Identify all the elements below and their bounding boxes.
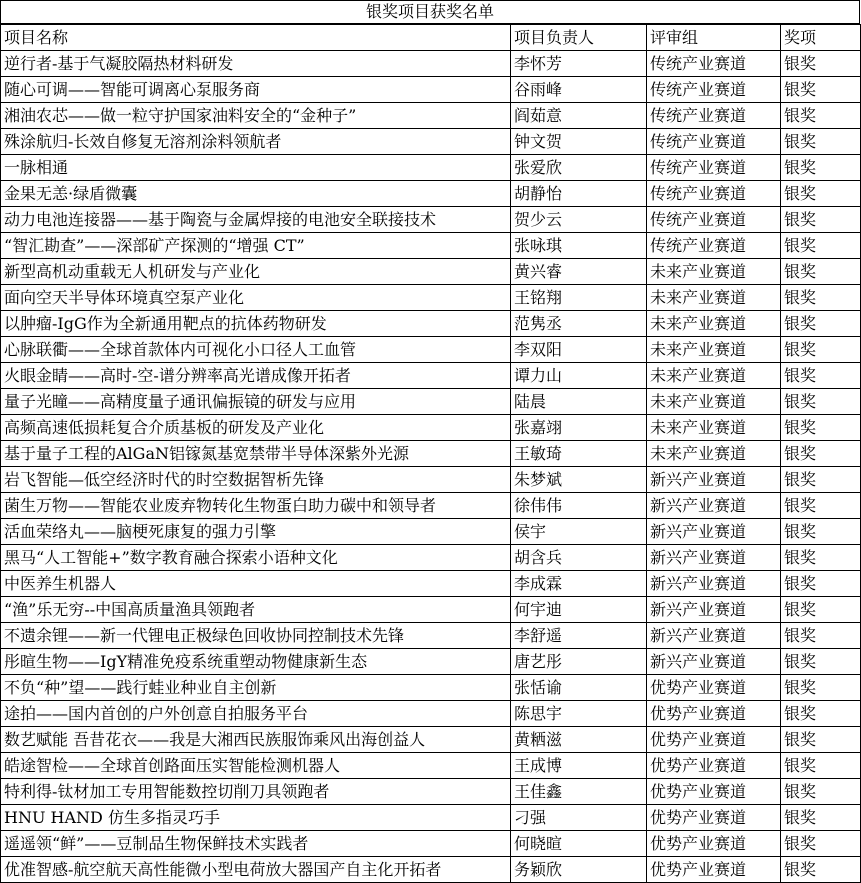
project-name-cell: 活血荣络丸——脑梗死康复的强力引擎: [1, 519, 511, 545]
award-cell: 银奖: [781, 285, 861, 311]
award-cell: 银奖: [781, 233, 861, 259]
header-award: 奖项: [781, 25, 861, 51]
project-leader-cell: 徐伟伟: [511, 493, 647, 519]
table-body: [1, 51, 861, 883]
project-name-cell: 心脉联衢——全球首款体内可视化小口径人工血管: [1, 337, 511, 363]
table-row: [1, 207, 861, 233]
award-cell: 银奖: [781, 415, 861, 441]
header-project-leader: 项目负责人: [511, 25, 647, 51]
review-group-cell: 传统产业赛道: [647, 129, 781, 155]
award-cell: 银奖: [781, 675, 861, 701]
review-group-cell: 未来产业赛道: [647, 441, 781, 467]
award-cell: 银奖: [781, 519, 861, 545]
award-cell: 银奖: [781, 545, 861, 571]
award-cell: 银奖: [781, 623, 861, 649]
review-group-cell: 优势产业赛道: [647, 779, 781, 805]
project-name-cell: 逆行者-基于气凝胶隔热材料研发: [1, 51, 511, 77]
project-leader-cell: 胡含兵: [511, 545, 647, 571]
award-cell: 银奖: [781, 389, 861, 415]
project-name-cell: 菌生万物——智能农业废弃物转化生物蛋白助力碳中和领导者: [1, 493, 511, 519]
award-cell: 银奖: [781, 51, 861, 77]
table-row: [1, 675, 861, 701]
table-row: [1, 649, 861, 675]
table-row: [1, 805, 861, 831]
table-row: [1, 545, 861, 571]
award-cell: 银奖: [781, 779, 861, 805]
table-row: [1, 103, 861, 129]
project-name-cell: 湘油农芯——做一粒守护国家油料安全的“金种子”: [1, 103, 511, 129]
project-leader-cell: 胡静怡: [511, 181, 647, 207]
review-group-cell: 优势产业赛道: [647, 675, 781, 701]
project-name-cell: 动力电池连接器——基于陶瓷与金属焊接的电池安全联接技术: [1, 207, 511, 233]
header-project-name: 项目名称: [1, 25, 511, 51]
award-cell: 银奖: [781, 649, 861, 675]
award-cell: 银奖: [781, 571, 861, 597]
review-group-cell: 优势产业赛道: [647, 831, 781, 857]
project-leader-cell: 王成博: [511, 753, 647, 779]
project-leader-cell: 陈思宇: [511, 701, 647, 727]
review-group-cell: 优势产业赛道: [647, 701, 781, 727]
project-name-cell: 新型高机动重载无人机研发与产业化: [1, 259, 511, 285]
project-name-cell: 以肿瘤-IgG作为全新通用靶点的抗体药物研发: [1, 311, 511, 337]
review-group-cell: 优势产业赛道: [647, 727, 781, 753]
project-leader-cell: 王敏琦: [511, 441, 647, 467]
project-name-cell: 火眼金睛——高时-空-谱分辨率高光谱成像开拓者: [1, 363, 511, 389]
project-name-cell: 面向空天半导体环境真空泵产业化: [1, 285, 511, 311]
project-name-cell: 岩飞智能—低空经济时代的时空数据智析先锋: [1, 467, 511, 493]
project-name-cell: 特利得-钛材加工专用智能数控切削刀具领跑者: [1, 779, 511, 805]
table-row: [1, 233, 861, 259]
review-group-cell: 传统产业赛道: [647, 207, 781, 233]
review-group-cell: 优势产业赛道: [647, 857, 781, 883]
project-name-cell: 高频高速低损耗复合介质基板的研发及产业化: [1, 415, 511, 441]
project-leader-cell: 李双阳: [511, 337, 647, 363]
review-group-cell: 优势产业赛道: [647, 805, 781, 831]
table-row: [1, 519, 861, 545]
award-cell: 银奖: [781, 129, 861, 155]
review-group-cell: 新兴产业赛道: [647, 467, 781, 493]
project-name-cell: 彤暄生物——IgY精准免疫系统重塑动物健康新生态: [1, 649, 511, 675]
table-row: [1, 857, 861, 883]
award-cell: 银奖: [781, 727, 861, 753]
project-leader-cell: 王铭翔: [511, 285, 647, 311]
project-leader-cell: 范隽丞: [511, 311, 647, 337]
project-name-cell: 不遗余锂——新一代锂电正极绿色回收协同控制技术先锋: [1, 623, 511, 649]
award-cell: 银奖: [781, 597, 861, 623]
project-name-cell: 遥遥领“鲜”——豆制品生物保鲜技术实践者: [1, 831, 511, 857]
review-group-cell: 未来产业赛道: [647, 389, 781, 415]
award-cell: 银奖: [781, 493, 861, 519]
project-leader-cell: 李怀芳: [511, 51, 647, 77]
project-name-cell: “智汇勘查”——深部矿产探测的“增强 CT”: [1, 233, 511, 259]
table-row: [1, 701, 861, 727]
project-leader-cell: 陆晨: [511, 389, 647, 415]
project-name-cell: 途拍——国内首创的户外创意自拍服务平台: [1, 701, 511, 727]
project-leader-cell: 王佳鑫: [511, 779, 647, 805]
project-name-cell: 随心可调——智能可调离心泵服务商: [1, 77, 511, 103]
award-cell: 银奖: [781, 337, 861, 363]
table-row: [1, 779, 861, 805]
review-group-cell: 传统产业赛道: [647, 233, 781, 259]
table-row: [1, 155, 861, 181]
award-cell: 银奖: [781, 753, 861, 779]
project-name-cell: 一脉相通: [1, 155, 511, 181]
project-name-cell: HNU HAND 仿生多指灵巧手: [1, 805, 511, 831]
award-table: [0, 24, 861, 883]
project-leader-cell: 黄兴睿: [511, 259, 647, 285]
award-cell: 银奖: [781, 363, 861, 389]
table-row: [1, 493, 861, 519]
table-row: [1, 831, 861, 857]
table-row: [1, 727, 861, 753]
table-row: [1, 571, 861, 597]
award-cell: 银奖: [781, 311, 861, 337]
review-group-cell: 新兴产业赛道: [647, 519, 781, 545]
table-row: [1, 259, 861, 285]
project-leader-cell: 张嘉翊: [511, 415, 647, 441]
award-cell: 银奖: [781, 831, 861, 857]
table-row: [1, 441, 861, 467]
project-name-cell: 殊涂航归-长效自修复无溶剂涂料领航者: [1, 129, 511, 155]
project-name-cell: 黑马“人工智能+”数字教育融合探索小语种文化: [1, 545, 511, 571]
project-name-cell: 基于量子工程的AlGaN铝镓氮基宽禁带半导体深紫外光源: [1, 441, 511, 467]
award-cell: 银奖: [781, 77, 861, 103]
sheet-title: 银奖项目获奖名单: [0, 0, 860, 24]
project-leader-cell: 何宇迪: [511, 597, 647, 623]
review-group-cell: 未来产业赛道: [647, 259, 781, 285]
review-group-cell: 传统产业赛道: [647, 51, 781, 77]
review-group-cell: 新兴产业赛道: [647, 623, 781, 649]
award-cell: 银奖: [781, 805, 861, 831]
review-group-cell: 传统产业赛道: [647, 103, 781, 129]
review-group-cell: 新兴产业赛道: [647, 493, 781, 519]
project-leader-cell: 李舒遥: [511, 623, 647, 649]
project-leader-cell: 钟文贺: [511, 129, 647, 155]
table-row: [1, 597, 861, 623]
project-leader-cell: 朱梦斌: [511, 467, 647, 493]
header-row: [1, 25, 861, 51]
table-row: [1, 51, 861, 77]
project-name-cell: “渔”乐无穷--中国高质量渔具领跑者: [1, 597, 511, 623]
project-leader-cell: 黄粞滋: [511, 727, 647, 753]
review-group-cell: 未来产业赛道: [647, 363, 781, 389]
table-row: [1, 285, 861, 311]
award-cell: 银奖: [781, 181, 861, 207]
table-row: [1, 337, 861, 363]
award-cell: 银奖: [781, 207, 861, 233]
review-group-cell: 新兴产业赛道: [647, 649, 781, 675]
project-leader-cell: 张爱欣: [511, 155, 647, 181]
table-row: [1, 415, 861, 441]
award-cell: 银奖: [781, 701, 861, 727]
table-row: [1, 389, 861, 415]
project-leader-cell: 谭力山: [511, 363, 647, 389]
project-name-cell: 不负“种”望——践行蛙业种业自主创新: [1, 675, 511, 701]
project-name-cell: 皓途智检——全球首创路面压实智能检测机器人: [1, 753, 511, 779]
project-name-cell: 金果无恙·绿盾微囊: [1, 181, 511, 207]
project-leader-cell: 张恬谕: [511, 675, 647, 701]
review-group-cell: 传统产业赛道: [647, 155, 781, 181]
project-leader-cell: 谷雨峰: [511, 77, 647, 103]
project-name-cell: 数艺赋能 吾昔花衣——我是大湘西民族服饰乘风出海创益人: [1, 727, 511, 753]
table-row: [1, 753, 861, 779]
project-leader-cell: 刁强: [511, 805, 647, 831]
award-cell: 银奖: [781, 259, 861, 285]
table-row: [1, 311, 861, 337]
award-cell: 银奖: [781, 155, 861, 181]
project-name-cell: 中医养生机器人: [1, 571, 511, 597]
project-leader-cell: 张咏琪: [511, 233, 647, 259]
award-cell: 银奖: [781, 103, 861, 129]
project-leader-cell: 侯宇: [511, 519, 647, 545]
table-row: [1, 467, 861, 493]
review-group-cell: 传统产业赛道: [647, 181, 781, 207]
review-group-cell: 新兴产业赛道: [647, 545, 781, 571]
review-group-cell: 传统产业赛道: [647, 77, 781, 103]
review-group-cell: 未来产业赛道: [647, 285, 781, 311]
table-row: [1, 181, 861, 207]
project-leader-cell: 贺少云: [511, 207, 647, 233]
project-leader-cell: 阎茹意: [511, 103, 647, 129]
header-review-group: 评审组: [647, 25, 781, 51]
table-row: [1, 77, 861, 103]
award-cell: 银奖: [781, 467, 861, 493]
project-name-cell: 量子光瞳——高精度量子通讯偏振镜的研发与应用: [1, 389, 511, 415]
award-cell: 银奖: [781, 441, 861, 467]
review-group-cell: 未来产业赛道: [647, 337, 781, 363]
table-row: [1, 129, 861, 155]
review-group-cell: 优势产业赛道: [647, 753, 781, 779]
review-group-cell: 未来产业赛道: [647, 311, 781, 337]
review-group-cell: 新兴产业赛道: [647, 597, 781, 623]
project-leader-cell: 务颖欣: [511, 857, 647, 883]
table-row: [1, 623, 861, 649]
project-name-cell: 优准智感-航空航天高性能微小型电荷放大器国产自主化开拓者: [1, 857, 511, 883]
review-group-cell: 新兴产业赛道: [647, 571, 781, 597]
award-cell: 银奖: [781, 857, 861, 883]
project-leader-cell: 李成霖: [511, 571, 647, 597]
project-leader-cell: 何晓暄: [511, 831, 647, 857]
project-leader-cell: 唐艺彤: [511, 649, 647, 675]
review-group-cell: 未来产业赛道: [647, 415, 781, 441]
table-row: [1, 363, 861, 389]
